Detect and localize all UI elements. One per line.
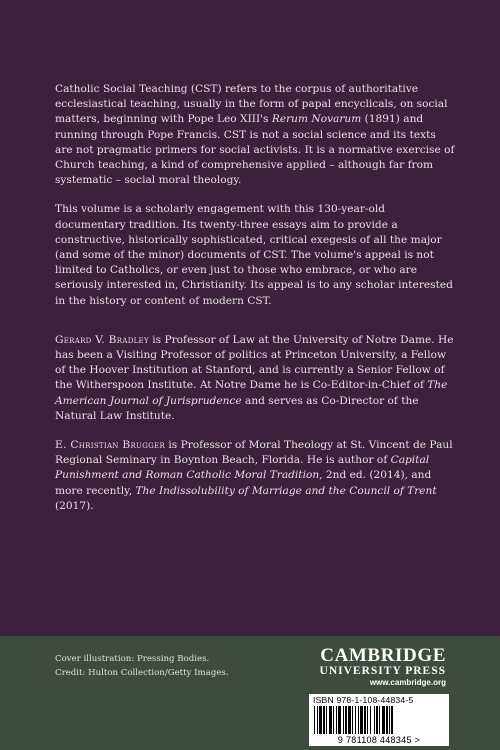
publisher-name: CAMBRIDGE — [320, 645, 446, 666]
description-paragraph-2: This volume is a scholarly engagement with this 130-year-old documentary tradition. Its twenty-three essays aim to provide a constructive, historically sophisticated, critical exegesis of all the major (and some of the minor) documents of CST. The volume's appeal is not limited to Catholics, or even just to those who embrace, or who are seriously interested in, Christianity. Its appeal is to any scholar interested in the history or content of modern CST. — [55, 203, 453, 307]
bio1-text-b: and serves as Co-Director of the Natural Law Institute. — [55, 394, 419, 422]
book-title-2: The Indissolubility of Marriage and the Council of Trent — [135, 484, 437, 497]
blurb-text — [55, 82, 455, 528]
journal-title: The American Journal of Jurisprudence — [55, 379, 448, 407]
cover-credits — [55, 652, 229, 680]
author-bio-bradley — [55, 333, 455, 424]
bio2-text-b: , 2nd ed. (2014), and more recently, — [55, 469, 432, 497]
barcode-bars-icon — [312, 706, 446, 734]
author-name-brugger: E. Christian Brugger — [55, 439, 166, 452]
author-bio-brugger — [55, 438, 455, 514]
book-title-1: Capital Punishment and Roman Catholic Moral Tradition — [55, 454, 430, 482]
bio1-text-a: is Professor of Law at the University of Notre Dame. He has been a Visiting Professor of politics at Princeton University, a Fellow of the Hoover Institution at Stanford, and is currently a Senior Fellow of the Witherspoon Institute. At Notre Dame he is Co-Editor-in-Chief of — [55, 333, 454, 392]
isbn-barcode — [309, 694, 449, 746]
p1-text-b: (1891) and running through Pope Francis. CST is not a social science and its texts are not pragmatic primers for social activists. It is a normative exercise of Church teaching, a kind of comprehensive applied – although far from systematic – social moral theology. — [55, 113, 455, 187]
isbn-label: ISBN 978-1-108-44834-5 — [313, 695, 414, 705]
author-name-bradley: Gerard V. Bradley — [55, 333, 149, 346]
image-credit: Credit: Hulton Collection/Getty Images. — [55, 668, 229, 678]
publisher-url: www.cambridge.org — [369, 678, 446, 687]
barcode-digits: 9 781108 448345 > — [337, 735, 421, 745]
bio2-text-c: (2017). — [55, 499, 94, 512]
p1-text-a: Catholic Social Teaching (CST) refers to the corpus of authoritative ecclesiastical teaching, usually in the form of papal encyclicals, on social matters, beginning with Pope Leo XIII's — [55, 83, 448, 126]
publisher-logo — [320, 646, 446, 688]
cover-footer — [0, 636, 500, 750]
description-paragraph-1 — [55, 82, 455, 188]
publisher-subtitle: UNIVERSITY PRESS — [319, 665, 446, 677]
bio2-text-a: is Professor of Moral Theology at St. Vincent de Paul Regional Seminary in Boynton Beach, Florida. He is author of — [55, 439, 453, 467]
encyclical-title: Rerum Novarum — [271, 113, 362, 126]
cover-illustration-credit: Cover illustration: Pressing Bodies. — [55, 654, 210, 664]
